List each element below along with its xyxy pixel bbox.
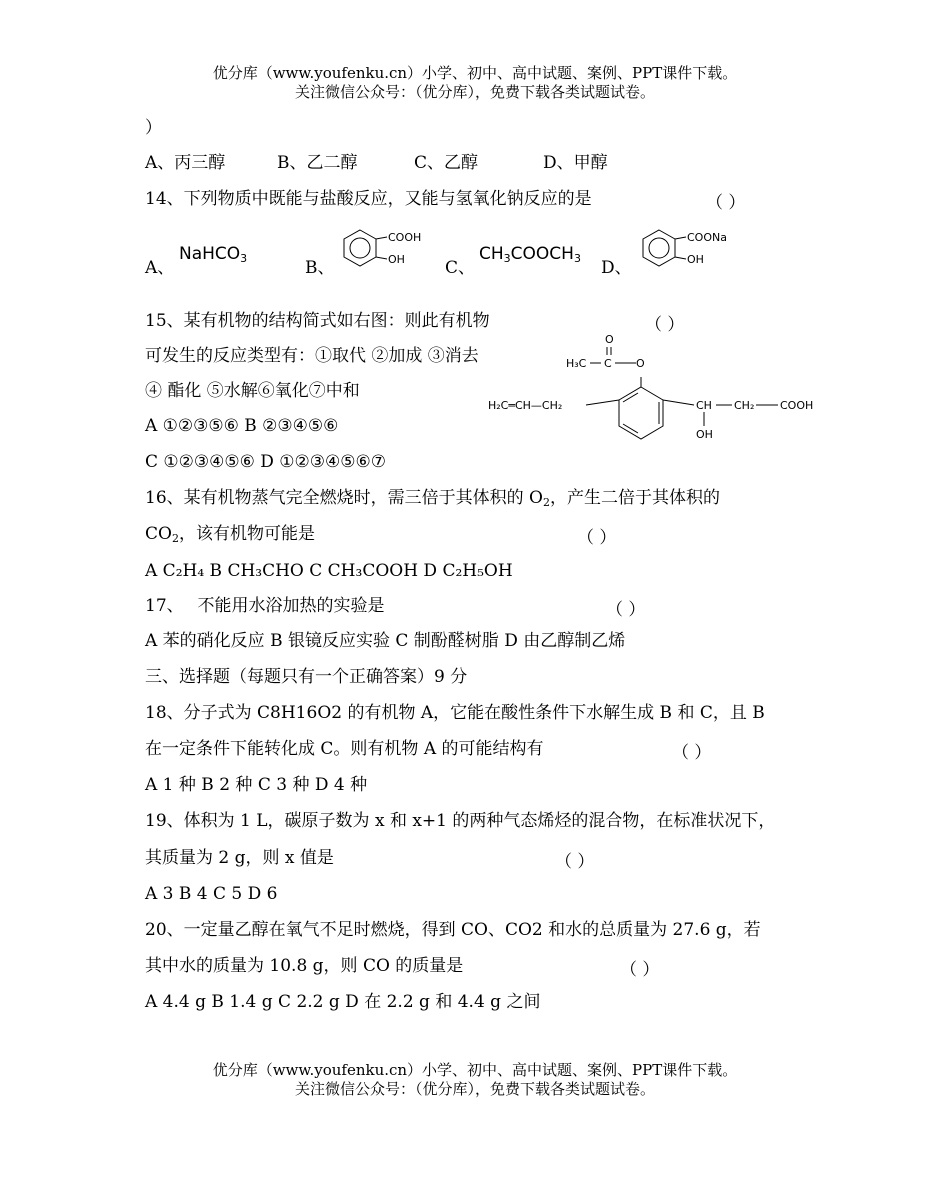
q14-stem: 14、下列物质中既能与盐酸反应，又能与氢氧化钠反应的是 [145,189,592,209]
q16-options: A C₂H₄ B CH₃CHO C CH₃COOH D C₂H₅OH [145,561,513,581]
q15-allyl-group: H₂C═CH—CH₂ [488,399,563,412]
q18-options: A 1 种 B 2 种 C 3 种 D 4 种 [145,775,368,795]
q14-b-cooh: COOH [388,231,422,244]
q15-structure-diagram [480,330,830,455]
q17-answer-paren: （ ） [606,600,646,620]
q15-ch: CH [696,399,712,412]
q20-options: A 4.4 g B 1.4 g C 2.2 g D 在 2.2 g 和 4.4 g 之间 [145,992,541,1012]
q15-stem-line-2: 可发生的反应类型有：①取代 ②加成 ③消去 [145,346,479,366]
q16-answer-paren: （ ） [577,528,617,548]
q14-option-b-label: B、 [305,258,335,278]
q14-answer-paren: （ ） [706,193,746,213]
q15-methyl: H₃C [566,357,587,370]
q14-option-c-label: C、 [445,258,476,278]
q20-stem-line-1: 20、一定量乙醇在氧气不足时燃烧，得到 CO、CO2 和水的总质量为 27.6 g，若 [145,920,761,940]
q15-oh: OH [696,428,713,441]
q18-answer-paren: （ ） [672,743,712,763]
page-footer [0,1061,950,1099]
q16-stem-line-1: 16、某有机物蒸气完全燃烧时，需三倍于其体积的 $O_2$，产生二倍于其体积的 [145,488,720,509]
q20-stem-line-2: 其中水的质量为 10.8 g，则 CO 的质量是 [145,956,464,976]
q19-options: A 3 B 4 C 5 D 6 [145,884,278,904]
header-line-1: 优分库（www.youfenku.cn）小学、初中、高中试题、案例、PPT课件下载。 [212,64,738,82]
q19-stem-line-1: 19、体积为 1 L，碳原子数为 x 和 x+1 的两种气态烯烃的混合物，在标准状况下， [145,811,776,831]
section-3-title: 三、选择题（每题只有一个正确答案）9 分 [145,667,468,687]
page-header [0,64,950,102]
q18-stem-line-2: 在一定条件下能转化成 C。则有机物 A 的可能结构有 [145,739,544,759]
q15-options-ab: A ①②③⑤⑥ B ②③④⑤⑥ [145,416,339,436]
footer-line-2: 关注微信公众号：（优分库），免费下载各类试题试卷。 [294,1080,655,1098]
q14-option-a-label: A、 [145,258,175,278]
q17-options: A 苯的硝化反应 B 银镜反应实验 C 制酚醛树脂 D 由乙醇制乙烯 [145,631,626,651]
q15-stem-line-3: ④ 酯化 ⑤水解⑥氧化⑦中和 [145,381,360,401]
q14-d-coona: COONa [687,231,727,244]
q13-close-paren: ） [145,118,162,138]
q14-option-b-structure [335,225,435,275]
q15-ester-oxygen: O [636,357,645,370]
q19-answer-paren: （ ） [555,852,595,872]
q14-d-oh: OH [687,253,704,266]
header-line-2: 关注微信公众号：（优分库），免费下载各类试题试卷。 [294,83,655,101]
q13-option-d: D、甲醇 [543,153,608,173]
q15-options-cd: C ①②③④⑤⑥ D ①②③④⑤⑥⑦ [145,452,386,472]
q15-answer-paren: （ ） [645,315,685,335]
q20-answer-paren: （ ） [620,960,660,980]
q13-option-c: C、乙醇 [414,153,479,173]
q13-option-a: A、丙三醇 [145,153,226,173]
q13-option-b: B、乙二醇 [277,153,358,173]
footer-line-1: 优分库（www.youfenku.cn）小学、初中、高中试题、案例、PPT课件下载。 [212,1061,738,1079]
q18-stem-line-1: 18、分子式为 C8H16O2 的有机物 A，它能在酸性条件下水解生成 B 和 C，且 B [145,703,765,723]
q15-cooh: COOH [780,399,814,412]
q14-option-d-label: D、 [601,258,632,278]
q14-b-oh: OH [388,253,405,266]
q15-stem-line-1: 15、某有机物的结构简式如右图：则此有机物 [145,311,490,331]
q19-stem-line-2: 其质量为 2 g，则 x 值是 [145,848,334,868]
q17-stem: 17、 不能用水浴加热的实验是 [145,596,385,616]
q14-option-c-formula: $CH_3COOCH_3$ [479,244,581,265]
q14-option-d-structure [634,225,754,275]
q15-carbonyl-oxygen: O [605,333,614,346]
q15-carbon: C [604,357,612,370]
q14-option-a-formula: NaHCO$_3$ [179,244,248,265]
q16-stem-line-2: $CO_2$，该有机物可能是 [145,524,315,545]
q15-ch2: CH₂ [734,399,755,412]
